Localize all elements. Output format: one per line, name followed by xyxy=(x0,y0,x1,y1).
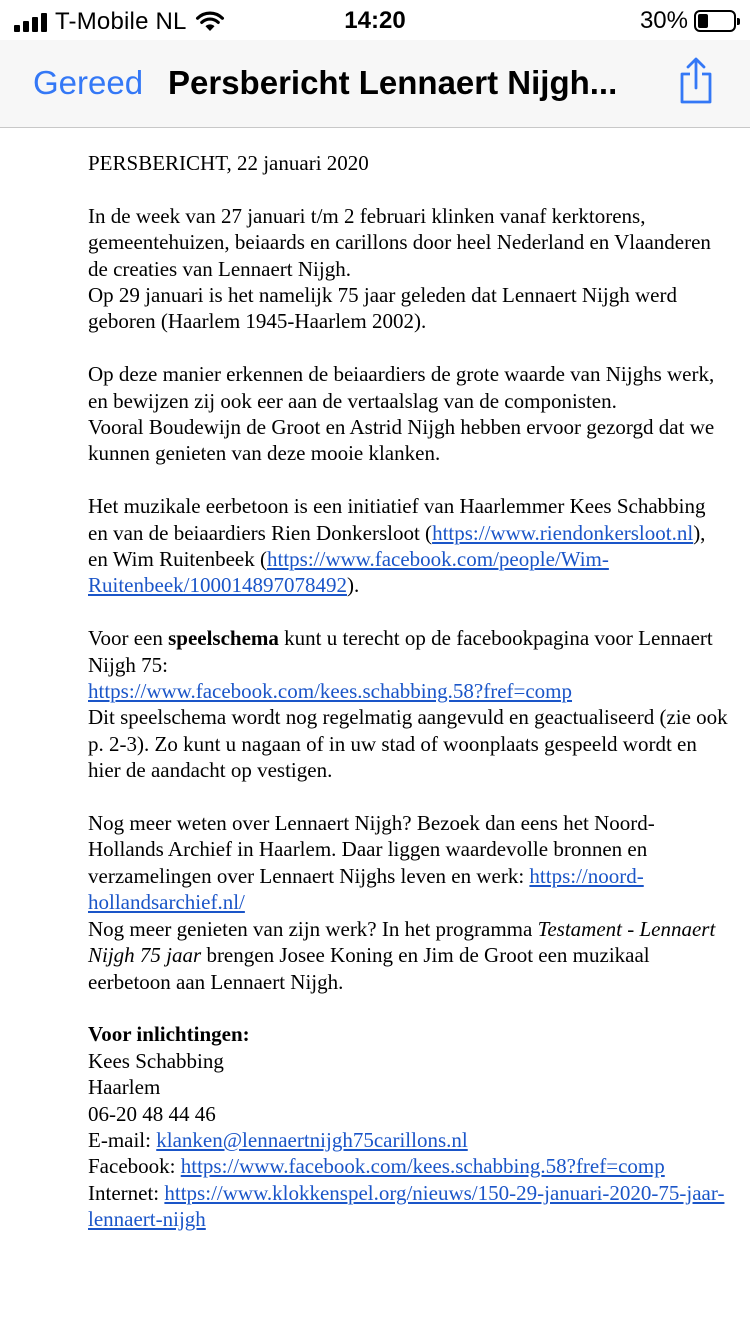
status-bar xyxy=(0,0,750,40)
paragraph-5-text-b: Nog meer genieten van zijn werk? In het programma xyxy=(88,916,538,941)
contact-internet-label: Internet: xyxy=(88,1180,165,1205)
paragraph-2 xyxy=(88,361,728,467)
contact-email-link[interactable]: klanken@lennaertnijgh75carillons.nl xyxy=(156,1127,468,1152)
paragraph-5-text-a: Nog meer weten over Lennaert Nijgh? Bezoek dan eens het Noord-Hollands Archief in Haarlem. Daar liggen waardevolle bronnen en verzamelingen over Lennaert Nijghs leven en werk: xyxy=(88,811,655,888)
contact-email-line xyxy=(88,1127,728,1153)
facebook-schedule-link[interactable]: https://www.facebook.com/kees.schabbing.58?fref=comp xyxy=(88,679,573,704)
paragraph-1b-text: Op 29 januari is het namelijk 75 jaar geleden dat Lennaert Nijgh werd geboren (Haarlem 1945-Haarlem 2002). xyxy=(88,283,677,334)
document-title: Persbericht Lennaert Nijgh... xyxy=(168,64,618,101)
contact-facebook-line xyxy=(88,1153,728,1179)
status-right xyxy=(640,7,736,35)
paragraph-5 xyxy=(88,810,728,995)
carrier-name: T-Mobile NL xyxy=(55,8,187,35)
contact-internet-link[interactable]: https://www.klokkenspel.org/nieuws/150-29-januari-2020-75-jaar-lennaert-nijgh xyxy=(88,1180,725,1232)
paragraph-3 xyxy=(88,493,728,599)
contact-block xyxy=(88,1021,728,1232)
paragraph-2-text: Op deze manier erkennen de beiaardiers de grote waarde van Nijghs werk, en bewijzen zij ook eer aan de vertaalslag van de componisten. xyxy=(88,362,715,413)
paragraph-4-text-b: kunt u terecht op de facebookpagina voor Lennaert Nijgh 75: xyxy=(88,626,713,677)
speelschema-bold: speelschema xyxy=(168,626,279,651)
battery-icon xyxy=(694,10,736,32)
paragraph-4-text-a: Voor een xyxy=(88,626,169,651)
battery-percent: 30% xyxy=(639,7,688,34)
battery-level xyxy=(698,14,708,28)
navigation-bar xyxy=(0,40,750,128)
contact-email-label: E-mail: xyxy=(88,1127,157,1152)
paragraph-2b-text: Vooral Boudewijn de Groot en Astrid Nijgh hebben ervoor gezorgd dat we kunnen genieten van deze mooie klanken. xyxy=(88,415,715,466)
share-button[interactable] xyxy=(672,56,720,108)
paragraph-5-text-c: brengen Josee Koning en Jim de Groot een muzikaal eerbetoon aan Lennaert Nijgh. xyxy=(88,943,650,994)
contact-facebook-link[interactable]: https://www.facebook.com/kees.schabbing.58?fref=comp xyxy=(180,1154,665,1179)
document-body xyxy=(88,150,728,1233)
paragraph-5-line-b xyxy=(88,916,728,995)
paragraph-3-text-c: ). xyxy=(346,573,360,598)
press-heading: PERSBERICHT, 22 januari 2020 xyxy=(88,151,369,175)
status-time: 14:20 xyxy=(344,7,406,34)
contact-phone: 06-20 48 44 46 xyxy=(88,1101,216,1126)
riendonkersloot-link[interactable]: https://www.riendonkersloot.nl xyxy=(432,520,694,545)
contact-facebook-label: Facebook: xyxy=(88,1154,181,1179)
share-icon xyxy=(674,56,718,106)
paragraph-4 xyxy=(88,625,728,783)
paragraph-4-text-c: Dit speelschema wordt nog regelmatig aangevuld en geactualiseerd (zie ook p. 2-3). Zo kunt u nagaan of in uw stad of woonplaats gespeeld wordt en hier de aandacht op vestigen. xyxy=(88,705,728,783)
paragraph-3-text-b: ), en Wim Ruitenbeek ( xyxy=(88,520,706,572)
contact-city: Haarlem xyxy=(88,1075,161,1100)
wim-ruitenbeek-facebook-link[interactable]: https://www.facebook.com/people/Wim-Ruitenbeek/100014897078492 xyxy=(88,547,609,598)
paragraph-3-text-a: Het muzikale eerbetoon is een initiatief van Haarlemmer Kees Schabbing en van de beiaardiers Rien Donkersloot ( xyxy=(88,494,706,545)
contact-heading: Voor inlichtingen: xyxy=(88,1022,250,1047)
contact-internet-line xyxy=(88,1180,728,1233)
paragraph-1 xyxy=(88,203,728,335)
done-button[interactable]: Gereed xyxy=(33,64,144,101)
programma-title-italic: Testament - Lennaert Nijgh 75 jaar xyxy=(88,916,716,968)
contact-name: Kees Schabbing xyxy=(88,1048,224,1073)
paragraph-1-text: In de week van 27 januari t/m 2 februari klinken vanaf kerktorens, gemeentehuizen, beiaards en carillons door heel Nederland en Vlaanderen de creaties van Lennaert Nijgh. xyxy=(88,203,711,281)
noord-hollands-archief-link[interactable]: https://noord-hollandsarchief.nl/ xyxy=(88,863,644,915)
